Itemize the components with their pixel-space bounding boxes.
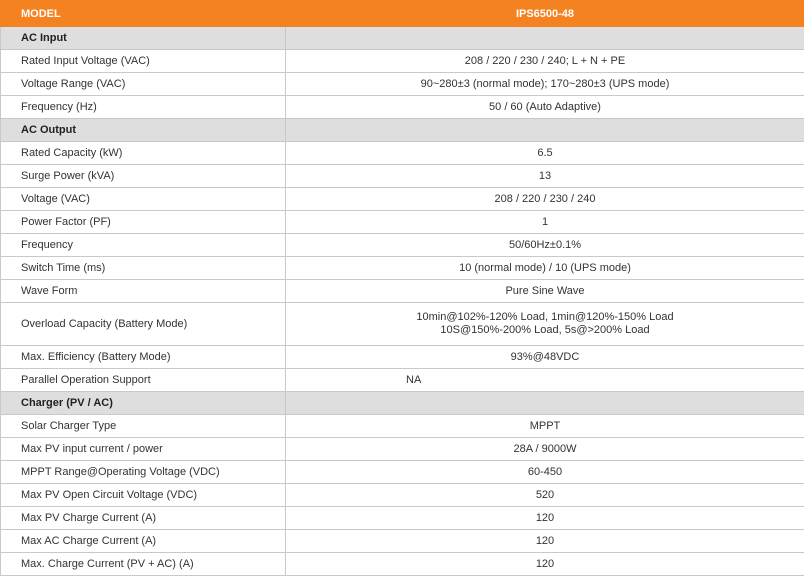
section-blank-cell — [286, 392, 804, 415]
spec-value-cell — [286, 165, 804, 188]
table-body — [1, 27, 804, 576]
spec-row — [1, 438, 804, 461]
spec-value-cell — [286, 257, 804, 280]
spec-value-cell — [286, 142, 804, 165]
section-title: AC Output — [1, 119, 286, 142]
spec-label: Wave Form — [1, 280, 286, 303]
spec-value-cell — [286, 280, 804, 303]
spec-value: 1 — [541, 215, 549, 228]
spec-value: 6.5 — [537, 146, 553, 159]
spec-row — [1, 507, 804, 530]
spec-value: MPPT — [529, 419, 561, 432]
spec-value-cell — [286, 369, 804, 392]
spec-value: 10 (normal mode) / 10 (UPS mode) — [459, 261, 631, 274]
spec-row — [1, 234, 804, 257]
spec-label: Max AC Charge Current (A) — [1, 530, 286, 553]
spec-label: Max PV Charge Current (A) — [1, 507, 286, 530]
spec-label: Max PV Open Circuit Voltage (VDC) — [1, 484, 286, 507]
spec-value: Pure Sine Wave — [505, 284, 585, 297]
spec-row — [1, 96, 804, 119]
spec-label: Voltage Range (VAC) — [1, 73, 286, 96]
spec-value-cell — [286, 73, 804, 96]
spec-value-cell — [286, 50, 804, 73]
header-row — [1, 1, 804, 27]
spec-label: MPPT Range@Operating Voltage (VDC) — [1, 461, 286, 484]
spec-value-cell — [286, 438, 804, 461]
spec-label: Rated Input Voltage (VAC) — [1, 50, 286, 73]
spec-row — [1, 303, 804, 346]
spec-row — [1, 50, 804, 73]
spec-label: Max PV input current / power — [1, 438, 286, 461]
spec-value: 10S@150%-200% Load, 5s@>200% Load — [440, 324, 650, 336]
spec-label: Voltage (VAC) — [1, 188, 286, 211]
section-title: Charger (PV / AC) — [1, 392, 286, 415]
spec-label: Surge Power (kVA) — [1, 165, 286, 188]
spec-row — [1, 484, 804, 507]
spec-row — [1, 461, 804, 484]
spec-label: Parallel Operation Support — [1, 369, 286, 392]
spec-value-cell — [286, 346, 804, 369]
spec-value: 28A / 9000W — [513, 442, 577, 455]
section-row — [1, 392, 804, 415]
spec-label: Max. Charge Current (PV + AC) (A) — [1, 553, 286, 576]
spec-row — [1, 415, 804, 438]
spec-value-cell — [286, 211, 804, 234]
spec-row — [1, 211, 804, 234]
spec-value: 208 / 220 / 230 / 240 — [494, 192, 596, 205]
spec-value-cell — [286, 461, 804, 484]
spec-value-cell — [286, 553, 804, 576]
spec-value-cell — [286, 415, 804, 438]
spec-value: 93%@48VDC — [510, 350, 580, 363]
spec-row — [1, 165, 804, 188]
section-blank-cell — [286, 27, 804, 50]
spec-label: Max. Efficiency (Battery Mode) — [1, 346, 286, 369]
model-label: MODEL — [1, 1, 286, 27]
spec-value: 10min@102%-120% Load, 1min@120%-150% Load — [416, 311, 674, 323]
spec-value: 120 — [535, 511, 555, 524]
spec-value-cell — [286, 188, 804, 211]
table-header — [1, 1, 804, 27]
section-title: AC Input — [1, 27, 286, 50]
spec-value: 13 — [538, 169, 552, 182]
spec-label: Rated Capacity (kW) — [1, 142, 286, 165]
spec-value: 50 / 60 (Auto Adaptive) — [489, 100, 601, 113]
spec-value: 120 — [535, 557, 555, 570]
spec-value-cell — [286, 530, 804, 553]
section-row — [1, 27, 804, 50]
spec-label: Power Factor (PF) — [1, 211, 286, 234]
model-value: IPS6500-48 — [286, 1, 804, 27]
spec-label: Overload Capacity (Battery Mode) — [1, 303, 286, 346]
spec-label: Solar Charger Type — [1, 415, 286, 438]
spec-row — [1, 257, 804, 280]
spec-value: 120 — [535, 534, 555, 547]
spec-value: 60-450 — [527, 465, 563, 478]
spec-row — [1, 530, 804, 553]
spec-value-cell — [286, 507, 804, 530]
spec-value: 90~280±3 (normal mode); 170~280±3 (UPS mode) — [420, 77, 670, 90]
spec-value-cell — [286, 303, 804, 346]
spec-row — [1, 346, 804, 369]
spec-label: Frequency (Hz) — [1, 96, 286, 119]
spec-value: 520 — [535, 488, 555, 501]
spec-label: Frequency — [1, 234, 286, 257]
spec-value: NA — [406, 373, 422, 386]
spec-value-cell — [286, 484, 804, 507]
spec-value: 50/60Hz±0.1% — [508, 238, 582, 251]
spec-value: 208 / 220 / 230 / 240; L + N + PE — [464, 54, 626, 67]
section-blank-cell — [286, 119, 804, 142]
spec-row — [1, 73, 804, 96]
spec-row — [1, 188, 804, 211]
spec-row — [1, 280, 804, 303]
spec-row — [1, 369, 804, 392]
spec-value-cell — [286, 234, 804, 257]
spec-value-cell — [286, 96, 804, 119]
spec-row — [1, 142, 804, 165]
spec-label: Switch Time (ms) — [1, 257, 286, 280]
section-row — [1, 119, 804, 142]
spec-row — [1, 553, 804, 576]
